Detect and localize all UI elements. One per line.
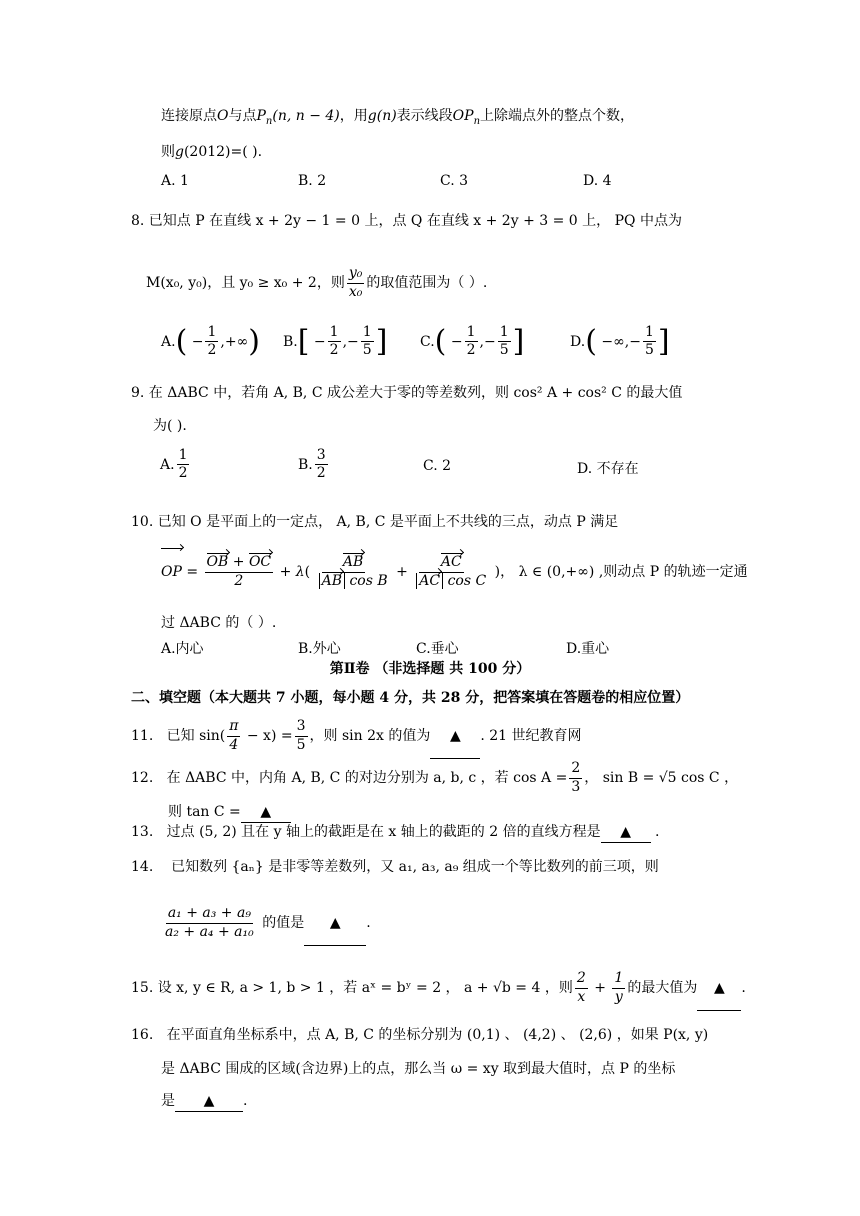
q9-option-a: A. $\frac{1}{2}$ bbox=[160, 447, 188, 482]
q8-line1: 8. 已知点 P 在直线 x + 2y − 1 = 0 上，点 Q 在直线 x + 2y + 3 = 0 上， PQ 中点为 bbox=[131, 213, 682, 229]
q14-answer-blank: ▲ bbox=[304, 901, 366, 946]
q8-fraction: $\frac{\text{y₀}}{\text{x₀}}$ bbox=[348, 265, 363, 300]
q10-line3: 过 ΔABC 的（ ）. bbox=[161, 615, 277, 631]
q14-fraction: $\frac{\text{a₁ + a₃ + a₉}}{\text{a₂ + a₄ + a₁₀}}$ bbox=[165, 905, 254, 940]
q7-option-a: A. 1 bbox=[161, 173, 189, 189]
q12-line2: 则 tan C = ▲ bbox=[168, 802, 291, 823]
q10-line2: OP = $\frac{OB + OC}{2}$ + λ( $\frac{AB}{\text{AB cos B}}$ + $\frac{AC}{\text{AC cos C}}$ )， λ ∈ (0,+∞) ,则动点 P 的轨迹一定通 bbox=[161, 550, 748, 594]
part2-title: 第Ⅱ卷 （非选择题 共 100 分） bbox=[329, 661, 531, 677]
q10-line1: 10. 已知 O 是平面上的一定点， A, B, C 是平面上不共线的三点，动点 P 满足 bbox=[131, 514, 619, 530]
q10-option-a: A.内心 bbox=[161, 641, 204, 657]
q13-answer-blank: ▲ bbox=[601, 822, 651, 843]
q7-option-b: B. 2 bbox=[298, 173, 327, 189]
q16-line2: 是 ΔABC 围成的区域(含边界)上的点，那么当 ω = xy 取到最大值时，点 P 的坐标 bbox=[161, 1061, 676, 1077]
q7-option-c: C. 3 bbox=[440, 173, 469, 189]
q12-line1: 12. 在 ΔABC 中，内角 A, B, C 的对边分别为 a, b, c ，若 cos A = $\frac{2}{3}$ ， sin B = √5 cos C ， bbox=[131, 760, 739, 795]
q10-option-d: D.重心 bbox=[566, 641, 610, 657]
q15-line: 15. 设 x, y ∈ R, a > 1, b > 1 ，若 aˣ = bʸ = 2 ， a + √b = 4 ，则 $\frac{2}{x}$ + $\frac{1}{y}$ 的最大值为 ▲ . bbox=[131, 966, 746, 1011]
q8-option-c: C.( − $\frac{1}{2}$ ,− $\frac{1}{5}$ ] bbox=[420, 323, 525, 359]
q9-line1: 9. 在 ΔABC 中，若角 A, B, C 成公差大于零的等差数列，则 cos² A + cos² C 的最大值 bbox=[131, 385, 683, 401]
q14-line1: 14. 已知数列 {aₙ} 是非零等差数列，又 a₁, a₃, a₉ 组成一个等比数列的前三项，则 bbox=[131, 859, 659, 875]
q8-line2: M(x₀, y₀)，且 y₀ ≥ x₀ + 2，则 $\frac{\text{y₀}}{\text{x₀}}$ 的取值范围为（ ）. bbox=[146, 265, 488, 300]
q8-option-d: D.( −∞,− $\frac{1}{5}$ ] bbox=[570, 323, 670, 359]
q12-answer-blank: ▲ bbox=[241, 802, 291, 823]
q16-answer-blank: ▲ bbox=[175, 1091, 243, 1112]
q15-answer-blank: ▲ bbox=[697, 966, 741, 1011]
q7-option-d: D. 4 bbox=[583, 173, 612, 189]
q16-line1: 16. 在平面直角坐标系中，点 A, B, C 的坐标分别为 (0,1) 、 (4,2) 、 (2,6) ，如果 P(x, y) bbox=[131, 1027, 709, 1043]
q13-line: 13. 过点 (5, 2) 且在 y 轴上的截距是在 x 轴上的截距的 2 倍的直线方程是 ▲ . bbox=[131, 822, 659, 843]
q10-option-c: C.垂心 bbox=[416, 641, 459, 657]
q16-line3: 是 ▲ . bbox=[161, 1091, 247, 1112]
q9-option-c: C. 2 bbox=[423, 458, 452, 474]
q10-option-b: B.外心 bbox=[298, 641, 341, 657]
q14-line2: $\frac{\text{a₁ + a₃ + a₉}}{\text{a₂ + a₄ + a₁₀}}$ 的值是 ▲ . bbox=[161, 901, 371, 946]
q9-line2: 为( ). bbox=[153, 418, 187, 434]
q9-option-d: D. 不存在 bbox=[577, 461, 639, 477]
q7-line2: 则g(2012)=( ). bbox=[161, 144, 263, 160]
q9-option-b: B. $\frac{3}{2}$ bbox=[298, 447, 326, 482]
section2-title: 二、填空题（本大题共 7 小题，每小题 4 分，共 28 分，把答案填在答题卷的相应位置） bbox=[131, 690, 690, 706]
q11-answer-blank: ▲ bbox=[430, 714, 480, 759]
q8-option-b: B.[ − $\frac{1}{2}$ ,− $\frac{1}{5}$ ] bbox=[283, 323, 388, 359]
q7-line1: 连接原点O与点$P_n(n$, n − 4)，用g(n)表示线段$OP_n$上除端点外的整点个数， bbox=[161, 108, 635, 127]
q8-option-a: A.( − $\frac{1}{2}$ ,+∞) bbox=[161, 323, 260, 359]
q11-line: 11. 已知 sin( $\frac{\pi}{4}$ − x) = $\frac{3}{5}$ ，则 sin 2x 的值为 ▲ . 21 世纪教育网 bbox=[131, 714, 582, 759]
